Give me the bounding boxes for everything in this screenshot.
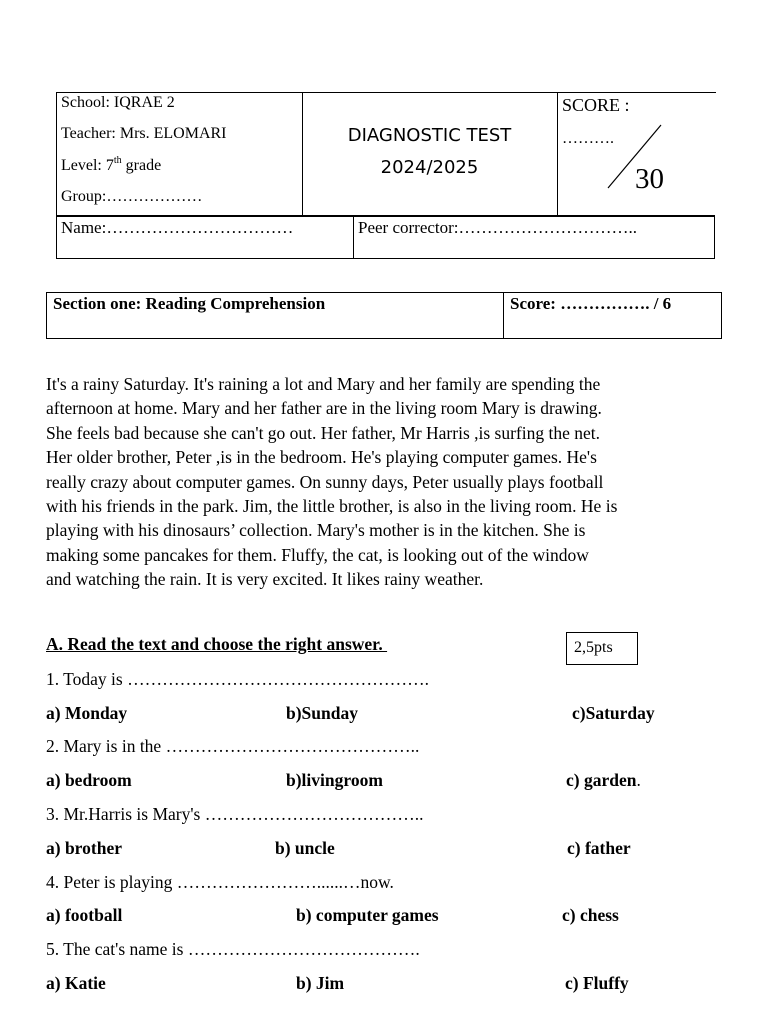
q5-option-a[interactable]: a) Katie (46, 973, 106, 993)
group-label: Group:……………… (61, 188, 203, 205)
q1-option-c[interactable]: c)Saturday (572, 703, 655, 723)
q4-option-a[interactable]: a) football (46, 905, 123, 925)
passage-line: It's a rainy Saturday. It's raining a lot and Mary and her family are spending the (46, 374, 601, 394)
score-label: SCORE : (562, 95, 630, 115)
q2-option-c-label: c) garden (566, 770, 637, 790)
part-a-instruction: A. Read the text and choose the right answer. (46, 634, 388, 654)
level-sup: th (113, 155, 122, 166)
question-1: 1. Today is ……………………………………………. (46, 669, 429, 689)
question-2: 2. Mary is in the …………………………………….. (46, 736, 420, 756)
q3-option-b[interactable]: b) uncle (275, 838, 335, 858)
level-suffix: grade (121, 157, 162, 174)
score-total: 30 (635, 163, 664, 195)
header-divider-1 (302, 92, 303, 216)
q2-option-c[interactable] (566, 770, 641, 790)
level-label (61, 157, 161, 175)
q2-option-c-suffix: . (636, 770, 641, 790)
passage-line: afternoon at home. Mary and her father are in the living room Mary is drawing. (46, 398, 602, 419)
points-label: 2,5pts (574, 639, 613, 656)
level-prefix: Level: 7 (61, 157, 114, 174)
header-top-border (56, 92, 716, 93)
q2-option-a[interactable]: a) bedroom (46, 770, 132, 790)
name-field: Name:…………………………… (61, 218, 294, 237)
section-score: Score: ……………. / 6 (510, 294, 672, 313)
q5-option-b[interactable]: b) Jim (296, 973, 345, 993)
q4-option-c[interactable]: c) chess (562, 905, 619, 925)
section-title: Section one: Reading Comprehension (53, 294, 326, 313)
q3-option-a[interactable]: a) brother (46, 838, 122, 858)
question-3: 3. Mr.Harris is Mary's ……………………………….. (46, 804, 424, 824)
passage-line: and watching the rain. It is very excited. It likes rainy weather. (46, 569, 484, 590)
peer-corrector-field: Peer corrector:………………………….. (358, 218, 638, 237)
passage-line: with his friends in the park. Jim, the little brother, is also in the living room. He is (46, 496, 618, 517)
header-left-border (56, 92, 57, 216)
q5-option-c[interactable]: c) Fluffy (565, 973, 629, 993)
teacher-label: Teacher: Mrs. ELOMARI (61, 125, 227, 142)
q4-option-b[interactable]: b) computer games (296, 905, 439, 925)
q1-option-b[interactable]: b)Sunday (286, 703, 358, 723)
question-5: 5. The cat's name is …………………………………. (46, 939, 420, 959)
question-4: 4. Peter is playing ……………………......…now. (46, 872, 394, 892)
school-label: School: IQRAE 2 (61, 94, 175, 111)
passage-line: playing with his dinosaurs’ collection. Mary's mother is in the kitchen. She is (46, 520, 586, 541)
test-title: DIAGNOSTIC TEST (347, 125, 512, 146)
passage-line: really crazy about computer games. On sunny days, Peter usually plays football (46, 471, 604, 492)
passage-line: She feels bad because she can't go out. Her father, Mr Harris ,is surfing the net. (46, 422, 601, 443)
passage-line: making some pancakes for them. Fluffy, the cat, is looking out of the window (46, 544, 589, 565)
test-year: 2024/2025 (380, 157, 479, 178)
reading-passage (46, 372, 726, 592)
score-dots: ………. (562, 130, 614, 147)
q1-option-a[interactable]: a) Monday (46, 703, 128, 723)
header-divider-2 (557, 92, 558, 216)
q3-option-c[interactable]: c) father (567, 838, 631, 858)
passage-line: Her older brother, Peter ,is in the bedroom. He's playing computer games. He's (46, 447, 597, 468)
q2-option-b[interactable]: b)livingroom (286, 770, 383, 790)
